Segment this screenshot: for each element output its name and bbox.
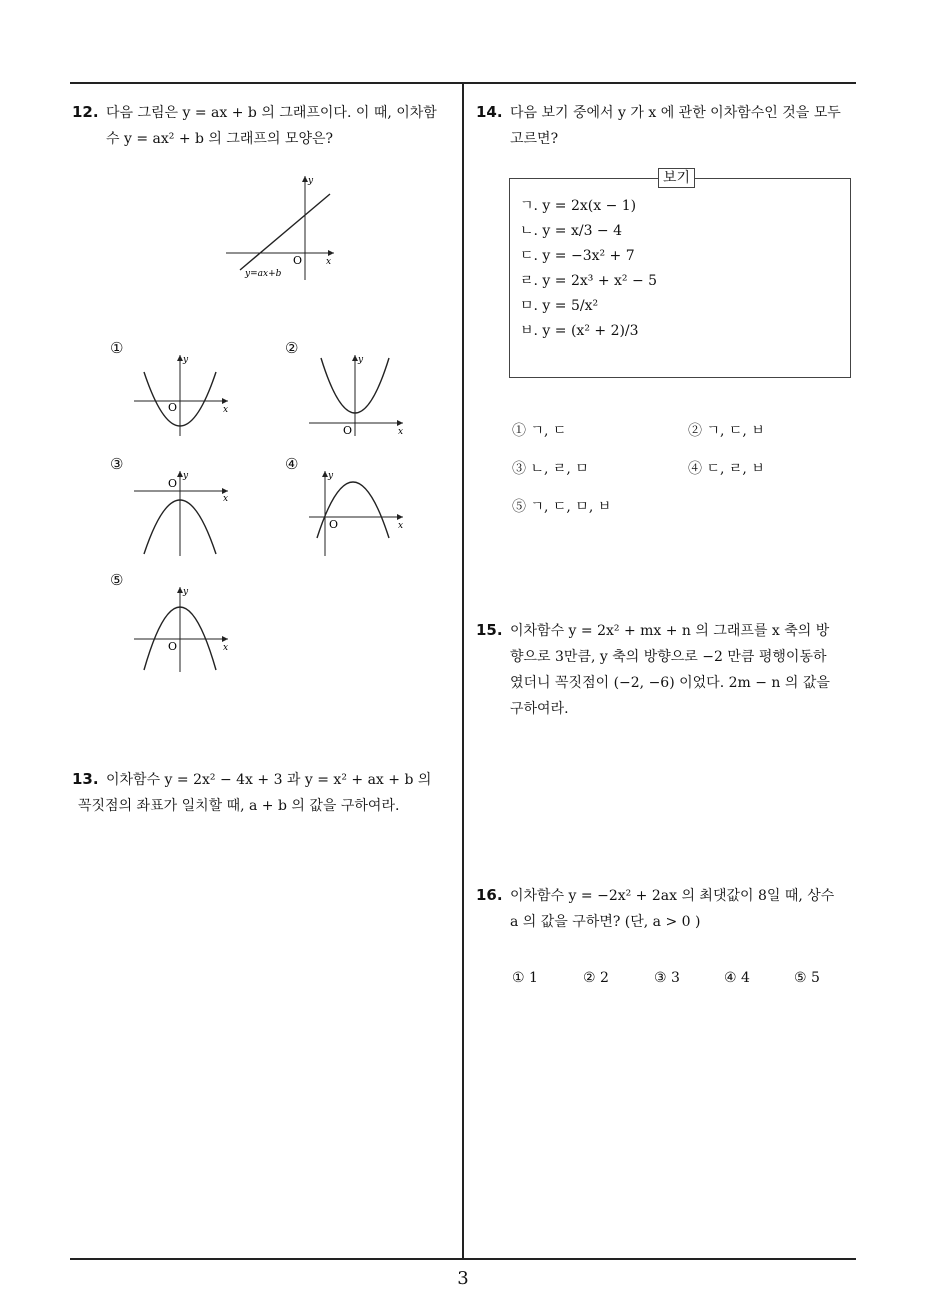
q16-choice-2[interactable]: ② 2: [583, 970, 609, 986]
q12-c1-y: y: [183, 355, 189, 365]
q12-graph-x-label: x: [326, 257, 332, 267]
q16-line-2: a 의 값을 구하면? (단, a > 0 ): [510, 914, 701, 930]
q12-graph-label: y=ax+b: [245, 269, 282, 279]
q16-number: 16.: [476, 886, 503, 904]
q16-choice-3[interactable]: ③ 3: [654, 970, 680, 986]
q15-number: 15.: [476, 621, 503, 639]
q14-choice-2[interactable]: ② ㄱ, ㄷ, ㅂ: [688, 423, 765, 439]
q12-line-1: 다음 그림은 y = ax + b 의 그래프이다. 이 때, 이차함: [106, 105, 437, 121]
q14-item-4: ㄹ. y = 2x³ + x² − 5: [520, 273, 658, 289]
q12-line-graph: [222, 170, 342, 285]
q12-graph-y-label: y: [308, 176, 314, 186]
q12-text: [106, 100, 458, 152]
q12-choice-4-mark[interactable]: ④: [285, 455, 299, 473]
q12-c4-origin: O: [329, 518, 339, 531]
q14-choice-5[interactable]: ⑤ ㄱ, ㄷ, ㅁ, ㅂ: [512, 499, 612, 515]
q14-line-1: 다음 보기 중에서 y 가 x 에 관한 이차함수인 것을 모두: [510, 105, 841, 121]
q12-c2-x: x: [398, 427, 404, 437]
q14-item-2: ㄴ. y = x/3 − 4: [520, 223, 623, 239]
q12-c5-y: y: [183, 587, 189, 597]
q12-choice-2-graph[interactable]: [305, 350, 415, 440]
q14-number: 14.: [476, 103, 503, 121]
q12-c5-x: x: [223, 643, 229, 653]
q12-choice-5-graph[interactable]: [130, 582, 240, 677]
q12-choice-1-mark[interactable]: ①: [110, 339, 124, 357]
q15-line-1: 이차함수 y = 2x² + mx + n 의 그래프를 x 축의 방: [510, 623, 830, 639]
q14-choice-3[interactable]: ③ ㄴ, ㄹ, ㅁ: [512, 461, 589, 477]
column-divider: [462, 82, 464, 1258]
q13-number: 13.: [72, 770, 99, 788]
q12-c1-x: x: [223, 405, 229, 415]
q12-choice-1-graph[interactable]: [130, 350, 240, 440]
q14-item-6: ㅂ. y = (x² + 2)/3: [520, 323, 639, 339]
q14-line-2: 고르면?: [510, 131, 559, 147]
q14-item-3: ㄷ. y = −3x² + 7: [520, 248, 635, 264]
q15-text: [510, 618, 860, 722]
q14-item-5: ㅁ. y = 5/x²: [520, 298, 599, 314]
q16-line-1: 이차함수 y = −2x² + 2ax 의 최댓값이 8일 때, 상수: [510, 888, 835, 904]
q12-c4-x: x: [398, 521, 404, 531]
bottom-rule: [70, 1258, 856, 1260]
q13-line-2: 꼭짓점의 좌표가 일치할 때, a + b 의 값을 구하여라.: [78, 798, 400, 814]
q12-c4-y: y: [328, 471, 334, 481]
q12-number: 12.: [72, 103, 99, 121]
q16-text: [510, 883, 860, 935]
q12-choice-2-mark[interactable]: ②: [285, 339, 299, 357]
q13-line-1: 이차함수 y = 2x² − 4x + 3 과 y = x² + ax + b 의: [106, 772, 432, 788]
q12-choice-3-graph[interactable]: [130, 466, 240, 561]
q12-c3-y: y: [183, 471, 189, 481]
q12-c5-origin: O: [168, 640, 178, 653]
q12-c2-origin: O: [343, 424, 353, 437]
q16-choice-5[interactable]: ⑤ 5: [794, 970, 820, 986]
q14-bogi-list: [520, 194, 657, 344]
q15-line-4: 구하여라.: [510, 701, 569, 717]
q16-choice-4[interactable]: ④ 4: [724, 970, 750, 986]
q12-c3-x: x: [223, 494, 229, 504]
q12-line-2: 수 y = ax² + b 의 그래프의 모양은?: [106, 131, 334, 147]
q12-c3-origin: O: [168, 477, 178, 490]
q14-item-1: ㄱ. y = 2x(x − 1): [520, 198, 637, 214]
q12-c1-origin: O: [168, 401, 178, 414]
page-number: 3: [457, 1268, 469, 1289]
q12-choice-5-mark[interactable]: ⑤: [110, 571, 124, 589]
q12-c2-y: y: [358, 355, 364, 365]
q14-choice-4[interactable]: ④ ㄷ, ㄹ, ㅂ: [688, 461, 765, 477]
q12-choice-4-graph[interactable]: [305, 466, 415, 561]
q14-bogi-title: 보기: [658, 168, 695, 188]
q14-choice-1[interactable]: ① ㄱ, ㄷ: [512, 423, 567, 439]
q14-text: [510, 100, 860, 152]
q15-line-3: 였더니 꼭짓점이 (−2, −6) 이었다. 2m − n 의 값을: [510, 675, 830, 691]
q12-choice-3-mark[interactable]: ③: [110, 455, 124, 473]
q15-line-2: 향으로 3만큼, y 축의 방향으로 −2 만큼 평행이동하: [510, 649, 827, 665]
q12-graph-origin: O: [293, 254, 303, 267]
q16-choice-1[interactable]: ① 1: [512, 970, 538, 986]
